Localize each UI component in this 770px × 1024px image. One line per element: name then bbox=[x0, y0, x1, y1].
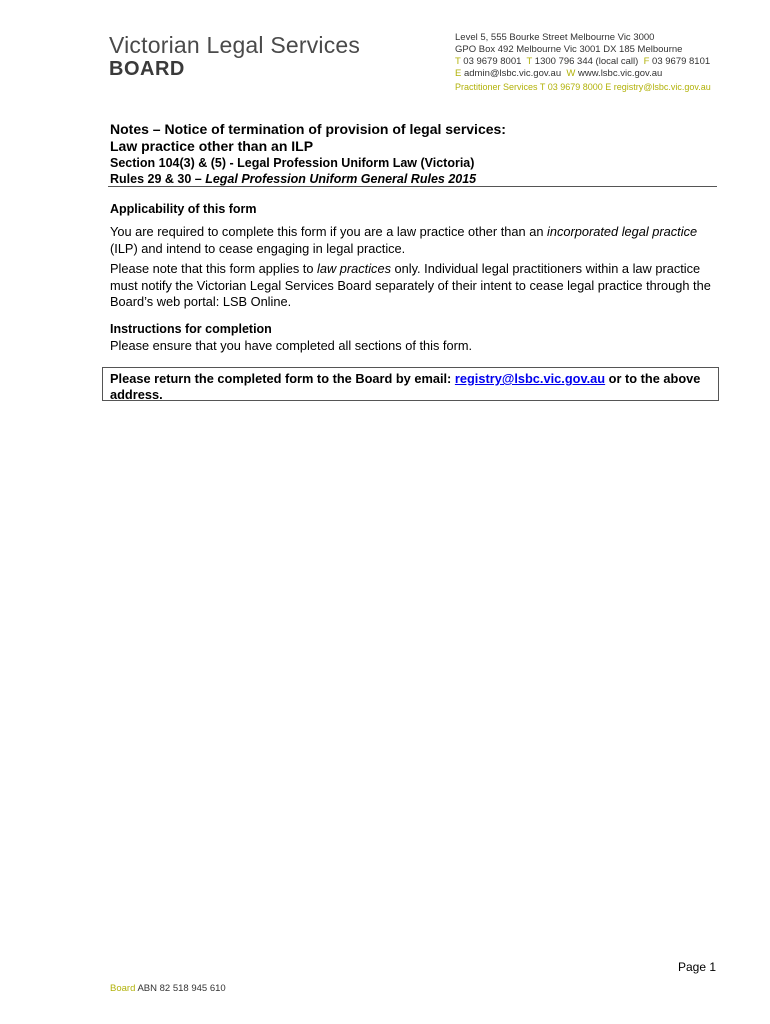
fax-label: F bbox=[643, 56, 650, 67]
return-text-b: or to the above address. bbox=[110, 371, 701, 402]
footer-board: Board bbox=[110, 983, 136, 994]
applicability-paragraph-1 bbox=[110, 224, 720, 257]
p1-italic: incorporated legal practice bbox=[547, 224, 698, 239]
p2-text-b: only. Individual legal practitioners within a law practice must notify the Victorian Legal Services Board separately of their intent to cease legal practice through the Board’s web portal: LSB Online. bbox=[110, 261, 711, 309]
logo-board: BOARD bbox=[109, 58, 185, 80]
registry-email-link[interactable]: registry@lsbc.vic.gov.au bbox=[454, 371, 606, 386]
title-line-4-italic: Legal Profession Uniform General Rules 2015 bbox=[205, 172, 477, 186]
title-line-2: Law practice other than an ILP bbox=[110, 138, 314, 154]
phone-label-2: T bbox=[526, 56, 533, 67]
instructions-text: Please ensure that you have completed all sections of this form. bbox=[110, 338, 473, 353]
header-phones bbox=[455, 56, 710, 67]
logo-wordmark: Victorian Legal Services bbox=[109, 32, 361, 58]
title-block bbox=[110, 121, 717, 187]
phone-2: 1300 796 344 (local call) bbox=[534, 56, 639, 67]
header-web: www.lsbc.vic.gov.au bbox=[578, 68, 663, 79]
header-email: admin@lsbc.vic.gov.au bbox=[463, 68, 562, 79]
page-number: Page 1 bbox=[678, 960, 717, 974]
p1-text-b: (ILP) and intend to cease engaging in legal practice. bbox=[110, 240, 406, 256]
p2-italic: law practices bbox=[317, 261, 391, 276]
p1-text-a: You are required to complete this form if you are a law practice other than an bbox=[110, 224, 547, 239]
footer-abn bbox=[110, 983, 226, 994]
p2-text-a: Please note that this form applies to bbox=[110, 261, 317, 276]
instructions-heading: Instructions for completion bbox=[110, 322, 272, 336]
fax-number: 03 9679 8101 bbox=[652, 56, 711, 67]
header-contact bbox=[455, 68, 662, 79]
email-label: E bbox=[455, 68, 462, 79]
phone-label: T bbox=[455, 56, 461, 67]
title-line-3: Section 104(3) & (5) - Legal Profession Uniform Law (Victoria) bbox=[110, 156, 475, 170]
return-notice-text bbox=[110, 371, 710, 403]
return-notice-box bbox=[102, 367, 719, 401]
return-text-a: Please return the completed form to the Board by email: bbox=[110, 371, 455, 386]
header-gpo: GPO Box 492 Melbourne Vic 3001 DX 185 Melbourne bbox=[455, 44, 683, 55]
title-line-4-prefix: Rules 29 & 30 – bbox=[110, 172, 206, 186]
footer-abn-number: ABN 82 518 945 610 bbox=[135, 983, 226, 994]
phone-1: 03 9679 8001 bbox=[463, 56, 522, 67]
title-line-1: Notes – Notice of termination of provision of legal services: bbox=[110, 121, 506, 137]
applicability-paragraph-2 bbox=[110, 261, 720, 311]
practitioner-services: Practitioner Services T 03 9679 8000 E registry@lsbc.vic.gov.au bbox=[455, 82, 711, 92]
applicability-heading: Applicability of this form bbox=[110, 202, 257, 216]
title-divider bbox=[108, 186, 717, 187]
header-address: Level 5, 555 Bourke Street Melbourne Vic 3000 bbox=[455, 32, 655, 43]
title-line-4 bbox=[110, 171, 717, 187]
web-label: W bbox=[566, 68, 576, 79]
